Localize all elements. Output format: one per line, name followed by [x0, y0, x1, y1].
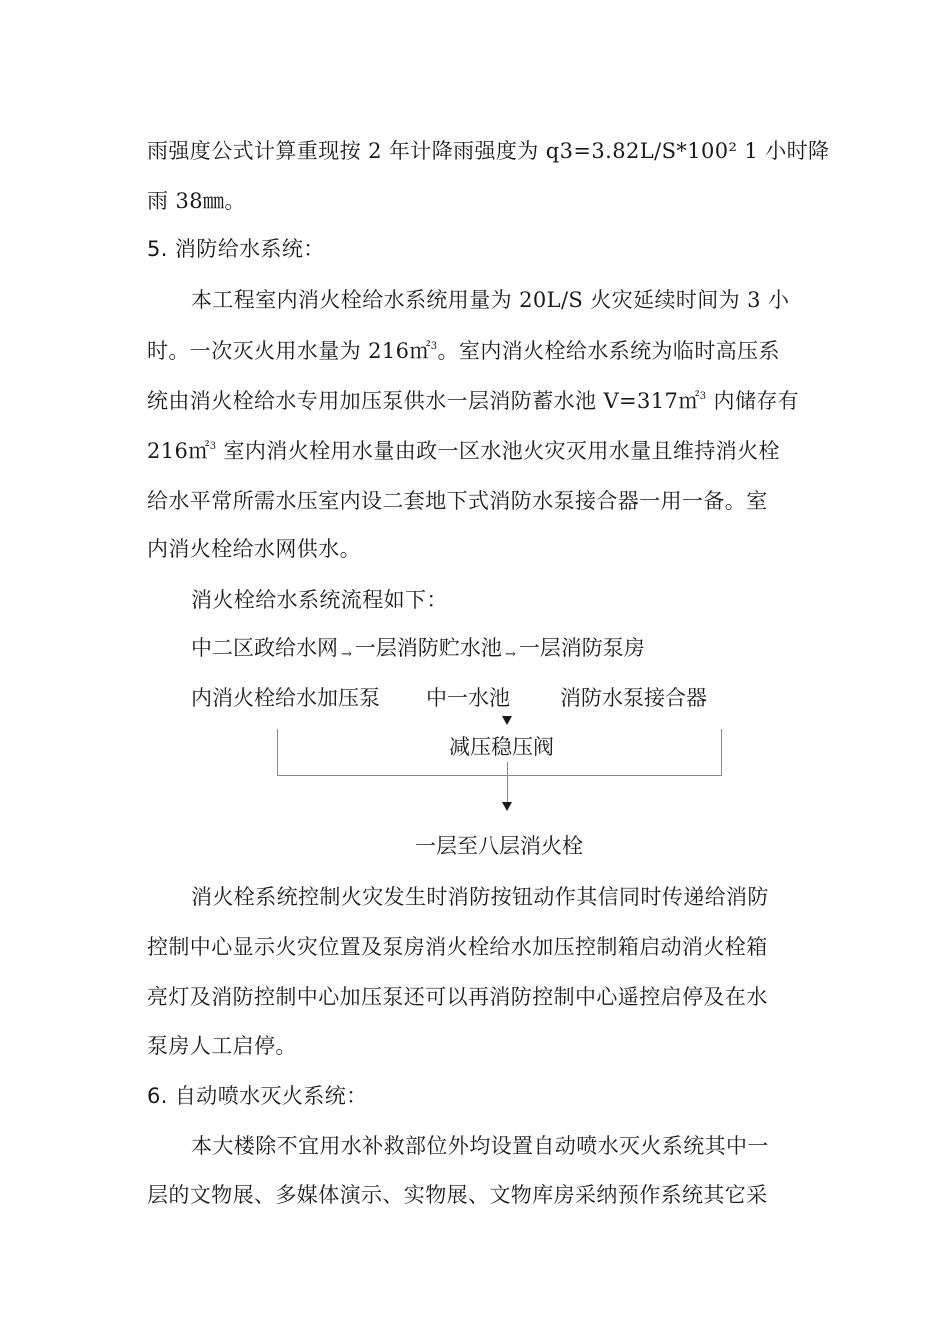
- paragraph-line: 本大楼除不宜用水补救部位外均设置自动喷水灭火系统其中一: [191, 1134, 769, 1158]
- flow-intro: 消火栓给水系统流程如下：: [191, 588, 448, 612]
- flow-arrow-icon: →: [341, 647, 352, 662]
- paragraph-line: 泵房人工启停。: [147, 1034, 297, 1058]
- flow-node-municipal-network: 中二区政给水网: [191, 636, 338, 660]
- paragraph-line: 时。一次灭火用水量为 216㎡$^3$。室内消火栓给水系统为临时高压系: [147, 339, 780, 363]
- paragraph-line: 本工程室内消火栓给水系统用量为 20L/S 火灾延续时间为 3 小: [191, 288, 790, 312]
- paragraph-line: 内消火栓给水网供水。: [147, 537, 361, 561]
- paragraph-line: 层的文物展、多媒体演示、实物展、文物库房采纳预作系统其它采: [147, 1183, 768, 1207]
- flow-arrow-icon: →: [504, 647, 516, 662]
- paragraph-line: 消火栓系统控制火灾发生时消防按钮动作其信同时传递给消防: [191, 885, 769, 909]
- paragraph-line: 控制中心显示火灾位置及泵房消火栓给水加压控制箱启动消火栓箱: [147, 935, 768, 959]
- flow-node-hydrants: 一层至八层消火栓: [415, 834, 583, 858]
- flow-node-booster-pump: 内消火栓给水加压泵: [191, 686, 380, 710]
- section-6-heading: 6. 自动喷水灭火系统：: [147, 1084, 368, 1108]
- paragraph-line: 给水平常所需水压室内设二套地下式消防水泵接合器一用一备。室: [147, 489, 768, 513]
- paragraph-line: 统由消火栓给水专用加压泵供水一层消防蓄水池 V=317㎡$^3$ 内储存有: [147, 389, 800, 413]
- section-5-heading: 5. 消防给水系统：: [147, 237, 325, 261]
- flow-arrowhead-icon: [502, 716, 512, 725]
- flow-connector-left: [277, 729, 278, 775]
- flow-connector-bottom: [277, 775, 722, 776]
- flow-node-pump-room: 一层消防泵房: [518, 636, 645, 660]
- paragraph-line: 216㎡$^3$ 室内消火栓用水量由政一区水池火灾灭用水量且维持消火栓: [147, 439, 780, 463]
- flow-connector-right: [721, 729, 722, 775]
- flow-node-storage-tank: 一层消防贮水池: [354, 636, 502, 660]
- flow-connector-down: [507, 762, 508, 802]
- flow-node-pool: 中一水池: [426, 686, 510, 710]
- flow-node-pressure-valve: 减压稳压阀: [449, 735, 554, 759]
- flow-node-pump-adapter: 消防水泵接合器: [560, 686, 707, 710]
- paragraph-line: 亮灯及消防控制中心加压泵还可以再消防控制中心遥控启停及在水: [147, 985, 768, 1009]
- paragraph-line: 雨强度公式计算重现按 2 年计降雨强度为 q3=3.82L/S*100² 1 小时降: [147, 139, 830, 163]
- flow-arrowhead-icon: [502, 802, 512, 811]
- paragraph-line: 雨 38㎜。: [147, 189, 246, 213]
- flow-row-1: [191, 633, 645, 670]
